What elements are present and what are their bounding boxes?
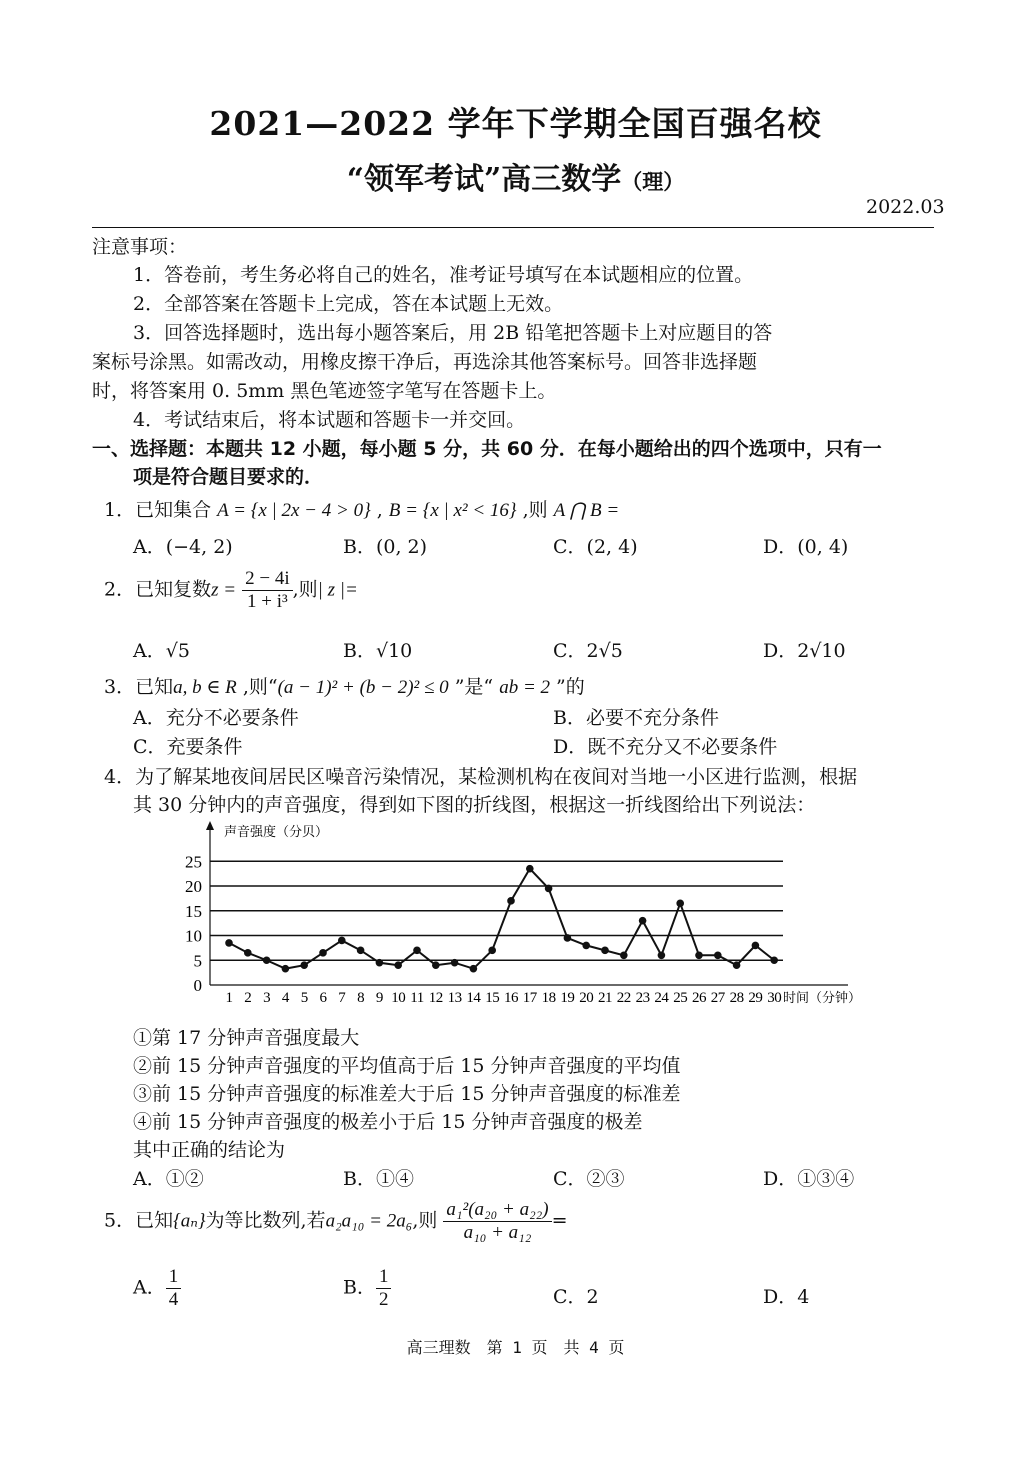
exam-subtitle (0, 154, 1031, 198)
y-axis-arrow (206, 821, 214, 830)
q2-abs: | z |= (317, 579, 358, 601)
series-line (229, 869, 774, 969)
x-tick-label: 26 (692, 990, 706, 1006)
q4-statement-3: ③前 15 分钟声音强度的标准差大于后 15 分钟声音强度的标准差 (133, 1083, 681, 1105)
x-tick-label: 3 (263, 990, 271, 1006)
q1-set-b: B = {x | x² < 16} (388, 500, 517, 521)
q2-z: z = (211, 579, 237, 601)
data-point (319, 949, 327, 957)
x-tick-label: 11 (410, 990, 424, 1006)
x-tick-label: 14 (466, 990, 481, 1006)
data-point (770, 956, 778, 964)
q5-option-a (133, 1266, 181, 1311)
x-tick-label: 9 (375, 990, 383, 1006)
x-tick-label: 6 (319, 990, 327, 1006)
q1-expr: A ⋂ B = (553, 500, 620, 521)
data-point (282, 965, 290, 973)
q3-vars: a, b ∈ R (173, 677, 237, 698)
x-tick-label: 12 (428, 990, 443, 1006)
data-point (752, 942, 760, 950)
q3-option-b: B．必要不充分条件 (553, 707, 719, 729)
q3-mid2: ”是“ (448, 676, 500, 698)
data-point (244, 949, 252, 957)
q3-option-a: A．充分不必要条件 (133, 707, 299, 729)
q5-option-a-fraction (166, 1266, 182, 1311)
q5-numerator: a₁²(a₂₀ + a₂₂) (443, 1199, 551, 1222)
q3-mid1: ,则“ (236, 676, 278, 698)
q2-option-b: B．√10 (343, 640, 413, 662)
exam-date: 2022.03 (866, 196, 945, 218)
q5-option-d (763, 1282, 809, 1309)
question-1-stem (104, 495, 619, 522)
data-point (488, 947, 496, 955)
question-3-stem (104, 672, 585, 699)
question-number: 2． (104, 578, 136, 601)
x-tick-label: 20 (579, 990, 594, 1006)
question-number: 1． (104, 499, 136, 521)
data-point (338, 937, 346, 945)
q3-end: ”的 (550, 676, 585, 698)
q2-option-a: A．√5 (133, 640, 190, 662)
note-item: 3．回答选择题时，选出每小题答案后，用 2B 铅笔把答题卡上对应题目的答 (133, 322, 773, 344)
data-point (225, 939, 233, 947)
y-tick-label: 15 (185, 901, 202, 921)
q5-option-b-fraction (376, 1266, 392, 1311)
data-point (394, 961, 402, 969)
option-letter: D． (763, 1286, 798, 1308)
q4-option-d: D．①③④ (763, 1168, 855, 1190)
data-point (413, 947, 421, 955)
q2-option-c: C．2√5 (553, 640, 623, 662)
x-tick-label: 5 (300, 990, 308, 1006)
q5-text-c: ,则 (412, 1209, 438, 1232)
data-point (658, 952, 666, 960)
x-tick-label: 1 (225, 990, 233, 1006)
question-4-stem (104, 762, 857, 789)
note-item: 案标号涂黑。如需改动，用橡皮擦干净后，再选涂其他答案标号。回答非选择题 (92, 351, 758, 373)
x-tick-label: 4 (281, 990, 289, 1006)
x-tick-label: 24 (654, 990, 669, 1006)
section-heading: 一、选择题：本题共 12 小题，每小题 5 分，共 60 分．在每小题给出的四个选项中，只有一 (92, 438, 882, 460)
header-divider (92, 227, 934, 228)
q3-cond2: ab = 2 (499, 677, 551, 698)
q5-text: 已知 (135, 1209, 174, 1232)
q4-statement-2: ②前 15 分钟声音强度的平均值高于后 15 分钟声音强度的平均值 (133, 1055, 681, 1077)
fraction-denominator: 2 (378, 1289, 389, 1310)
data-point (676, 900, 684, 908)
y-tick-label: 10 (185, 926, 202, 946)
y-tick-label: 5 (193, 951, 202, 971)
option-letter: C． (553, 1286, 587, 1308)
x-tick-label: 7 (338, 990, 346, 1006)
data-point (263, 956, 271, 964)
q5-seq: {aₙ} (173, 1210, 206, 1232)
q5-fraction (443, 1199, 551, 1244)
x-tick-label: 13 (447, 990, 462, 1006)
x-tick-label: 17 (522, 990, 537, 1006)
y-tick-label: 20 (185, 877, 202, 896)
x-tick-label: 30 (767, 990, 782, 1006)
option-letter: B． (343, 1276, 376, 1299)
q1-option-d: D．(0, 4) (763, 536, 849, 558)
q1-option-b: B．(0, 2) (343, 536, 428, 558)
data-point (507, 897, 515, 905)
q4-prompt: 其中正确的结论为 (133, 1139, 286, 1161)
x-tick-label: 27 (710, 990, 725, 1006)
x-tick-label: 15 (485, 990, 500, 1006)
data-point (432, 961, 440, 969)
data-point (733, 961, 741, 969)
q2-fraction (242, 568, 293, 613)
data-point (526, 865, 534, 873)
option-value: 2 (586, 1286, 599, 1308)
q5-option-c (553, 1282, 599, 1309)
q5-eq: = (551, 1209, 568, 1232)
notes-heading: 注意事项： (92, 236, 188, 258)
q5-option-b (343, 1266, 391, 1311)
data-point (639, 917, 647, 925)
q4-option-b: B．①④ (343, 1168, 414, 1190)
q1-sep: , (370, 499, 389, 521)
data-point (357, 947, 365, 955)
question-2-stem (104, 568, 358, 613)
x-tick-label: 28 (729, 990, 744, 1006)
data-point (714, 952, 722, 960)
q4-line1: 为了解某地夜间居民区噪音污染情况，某检测机构在夜间对当地一小区进行监测，根据 (135, 766, 858, 788)
data-point (582, 942, 590, 950)
question-number: 3． (104, 676, 136, 698)
data-point (545, 885, 553, 893)
section-heading-cont: 项是符合题目要求的． (133, 466, 324, 488)
q4-option-a: A．①② (133, 1168, 204, 1190)
fraction-denominator: 4 (168, 1289, 179, 1310)
y-tick-label: 0 (193, 976, 202, 995)
x-tick-label: 2 (244, 990, 252, 1006)
q5-cond: a₂a₁₀ = 2a₆ (325, 1210, 413, 1232)
data-point (376, 959, 384, 967)
question-number: 4． (104, 766, 136, 788)
question-5-stem (104, 1199, 568, 1244)
x-tick-label: 22 (616, 990, 631, 1006)
note-item: 4．考试结束后，将本试题和答题卡一并交回。 (133, 409, 526, 431)
note-item: 时，将答案用 0. 5mm 黑色笔迹签字笔写在答题卡上。 (92, 380, 557, 402)
q1-option-a: A．(−4, 2) (133, 536, 233, 558)
data-point (601, 947, 609, 955)
q2-text-b: ,则 (292, 578, 318, 601)
option-value: 4 (797, 1286, 810, 1308)
note-item: 1．答卷前，考生务必将自己的姓名，准考证号填写在本试题相应的位置。 (133, 264, 754, 286)
x-tick-label: 16 (504, 990, 518, 1006)
data-point (300, 961, 308, 969)
x-axis-label: 时间（分钟） (783, 990, 862, 1005)
x-tick-label: 8 (357, 990, 365, 1006)
data-point (564, 934, 572, 942)
exam-title: 2021—2022 学年下学期全国百强名校 (209, 104, 822, 143)
q2-numerator: 2 − 4i (242, 568, 293, 591)
q4-option-c: C．②③ (553, 1168, 625, 1190)
q3-option-d: D．既不充分又不必要条件 (553, 736, 778, 758)
data-point (695, 952, 703, 960)
x-tick-label: 25 (673, 990, 688, 1006)
option-letter: A． (133, 1276, 166, 1299)
x-tick-label: 19 (560, 990, 575, 1006)
q1-text: 已知集合 (135, 499, 212, 521)
q1-option-c: C．(2, 4) (553, 536, 638, 558)
data-point (451, 959, 459, 967)
subtitle-main: “领军考试”高三数学 (346, 162, 622, 197)
q4-statement-4: ④前 15 分钟声音强度的极差小于后 15 分钟声音强度的极差 (133, 1111, 643, 1133)
page-footer: 高三理数 第 1 页 共 4 页 (406, 1338, 625, 1357)
x-tick-label: 18 (541, 990, 556, 1006)
x-tick-label: 21 (598, 990, 612, 1006)
q4-line2: 其 30 分钟内的声音强度，得到如下图的折线图，根据这一折线图给出下列说法： (133, 794, 816, 816)
y-axis-label: 声音强度（分贝） (224, 824, 329, 839)
subtitle-suffix: （理） (621, 169, 685, 194)
q5-text-b: 为等比数列,若 (205, 1209, 326, 1232)
q3-cond: (a − 1)² + (b − 2)² ≤ 0 (277, 677, 449, 698)
noise-line-chart (180, 818, 900, 1010)
q3-option-c: C．充要条件 (133, 736, 243, 758)
q3-text: 已知 (135, 676, 174, 698)
q1-set-a: A = {x | 2x − 4 > 0} (217, 500, 371, 521)
y-tick-label: 25 (185, 852, 202, 872)
q2-denominator: 1 + i³ (247, 591, 288, 612)
fraction-numerator: 1 (166, 1266, 182, 1289)
q1-text-b: ,则 (516, 499, 554, 521)
data-point (470, 965, 478, 973)
q4-statement-1: ①第 17 分钟声音强度最大 (133, 1027, 360, 1049)
x-tick-label: 29 (748, 990, 763, 1006)
q5-denominator: a₁₀ + a₁₂ (463, 1222, 532, 1243)
x-tick-label: 23 (635, 990, 650, 1006)
x-tick-label: 10 (391, 990, 406, 1006)
data-point (620, 952, 628, 960)
fraction-numerator: 1 (376, 1266, 392, 1289)
note-item: 2．全部答案在答题卡上完成，答在本试题上无效。 (133, 293, 564, 315)
q2-text: 已知复数 (135, 578, 212, 601)
q2-option-d: D．2√10 (763, 640, 846, 662)
question-number: 5． (104, 1209, 136, 1232)
